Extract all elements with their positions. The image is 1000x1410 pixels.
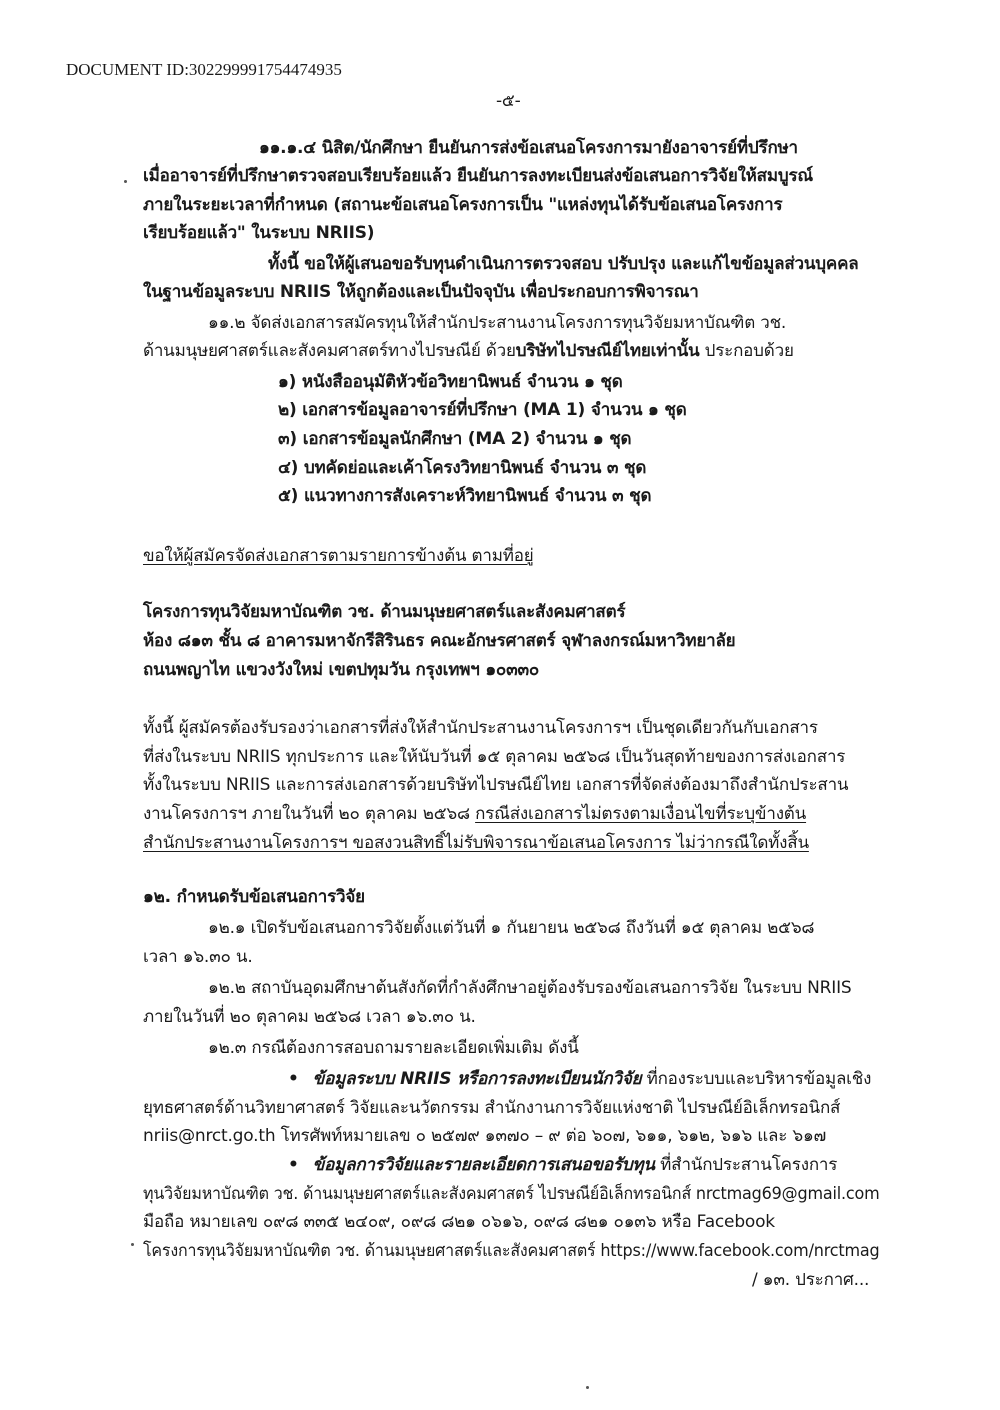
section-12-heading: ๑๒. กำหนดรับข้อเสนอการวิจัย xyxy=(143,887,365,907)
s12-2-line-2: ภายในวันที่ ๒๐ ตุลาคม ๒๕๖๘ เวลา ๑๖.๓๐ น. xyxy=(143,1007,476,1027)
s12-1-line-2: เวลา ๑๖.๓๐ น. xyxy=(143,947,253,967)
bullet-nriis-line-3: nriis@nrct.go.th โทรศัพท์หมายเลข ๐ ๒๕๗๙ ๑๓๗๐ – ๙ ต่อ ๖๐๗, ๖๑๑, ๖๑๒, ๖๑๖ และ ๖๑๗ xyxy=(143,1126,827,1146)
s12-1-line-1: ๑๒.๑ เปิดรับข้อเสนอการวิจัยตั้งแต่วันที่ ๑ กันยายน ๒๕๖๘ ถึงวันที่ ๑๕ ตุลาคม ๒๕๖๘ xyxy=(208,918,815,938)
bullet-research-line-2: ทุนวิจัยมหาบัณฑิต วช. ด้านมนุษยศาสตร์และสังคมศาสตร์ ไปรษณีย์อิเล็กทรอนิกส์ nrctmag69@gmail.com xyxy=(143,1184,880,1204)
bullet-research-line-3: มือถือ หมายเลข ๐๙๘ ๓๓๕ ๒๔๐๙, ๐๙๘ ๘๒๑ ๐๖๑๖, ๐๙๘ ๘๒๑ ๐๑๓๖ หรือ Facebook xyxy=(143,1212,775,1232)
send-note: ขอให้ผู้สมัครจัดส่งเอกสารตามรายการข้างต้น ตามที่อยู่ xyxy=(143,546,534,566)
page-number: -๕- xyxy=(496,91,521,111)
bullet-research-lead: ข้อมูลการวิจัยและรายละเอียดการเสนอขอรับทุน xyxy=(312,1155,655,1175)
address-line-2: ห้อง ๘๑๓ ชั้น ๘ อาคารมหาจักรีสิรินธร คณะอักษรศาสตร์ จุฬาลงกรณ์มหาวิทยาลัย xyxy=(143,631,736,651)
s12-2-line-1: ๑๒.๒ สถาบันอุดมศึกษาต้นสังกัดที่กำลังศึกษาอยู่ต้องรับรองข้อเสนอการวิจัย ในระบบ NRIIS xyxy=(208,978,852,998)
certify-line-2: ที่ส่งในระบบ NRIIS ทุกประการ และให้นับวันที่ ๑๕ ตุลาคม ๒๕๖๘ เป็นวันสุดท้ายของการส่งเอกสาร xyxy=(143,747,846,767)
s11-2-line-2 xyxy=(143,340,794,362)
bullet-research-line-4: โครงการทุนวิจัยมหาบัณฑิต วช. ด้านมนุษยศาสตร์และสังคมศาสตร์ https://www.facebook.com/nrctmag xyxy=(143,1241,880,1261)
s11-2-line-1: ๑๑.๒ จัดส่งเอกสารสมัครทุนให้สำนักประสานงานโครงการทุนวิจัยมหาบัณฑิต วช. xyxy=(208,313,787,333)
s12-3-line-1: ๑๒.๓ กรณีต้องการสอบถามรายละเอียดเพิ่มเติม ดังนี้ xyxy=(208,1038,579,1058)
certify-condition: กรณีส่งเอกสารไม่ตรงตามเงื่อนไขที่ระบุข้างต้น xyxy=(475,804,807,824)
note-line-1: ทั้งนี้ ขอให้ผู้เสนอขอรับทุนดำเนินการตรวจสอบ ปรับปรุง และแก้ไขข้อมูลส่วนบุคคล xyxy=(268,254,859,274)
certify-line-1: ทั้งนี้ ผู้สมัครต้องรับรองว่าเอกสารที่ส่งให้สำนักประสานงานโครงการฯ เป็นชุดเดียวกันกับเอกสาร xyxy=(143,718,818,738)
doc-list-item: ๕) แนวทางการสังเคราะห์วิทยานิพนธ์ จำนวน ๓ ชุด xyxy=(278,486,652,506)
bullet-nriis-line-2: ยุทธศาสตร์ด้านวิทยาศาสตร์ วิจัยและนวัตกรรม สำนักงานการวิจัยแห่งชาติ ไปรษณีย์อิเล็กทรอนิกส์ xyxy=(143,1098,841,1118)
s11-2-line-2c: ประกอบด้วย xyxy=(699,341,794,361)
s11-1-4-line-4: เรียบร้อยแล้ว" ในระบบ NRIIS) xyxy=(143,223,375,243)
bullet-icon: • xyxy=(288,1155,299,1175)
scan-speck xyxy=(124,180,127,183)
bullet-icon: • xyxy=(288,1069,299,1089)
bullet-nriis-line-1: ที่กองระบบและบริหารข้อมูลเชิง xyxy=(641,1069,872,1089)
doc-list-item: ๔) บทคัดย่อและเค้าโครงวิทยานิพนธ์ จำนวน ๓ ชุด xyxy=(278,458,647,478)
certify-line-3: ทั้งในระบบ NRIIS และการส่งเอกสารด้วยบริษัทไปรษณีย์ไทย เอกสารที่จัดส่งต้องมาถึงสำนักประสาน xyxy=(143,775,849,795)
bullet-research xyxy=(288,1154,837,1176)
s11-1-4-line-1: ๑๑.๑.๔ นิสิต/นักศึกษา ยืนยันการส่งข้อเสนอโครงการมายังอาจารย์ที่ปรึกษา xyxy=(259,138,798,158)
certify-line-5: สำนักประสานงานโครงการฯ ขอสงวนสิทธิ์ไม่รับพิจารณาข้อเสนอโครงการ ไม่ว่ากรณีใดทั้งสิ้น xyxy=(143,833,809,853)
s11-2-line-2a: ด้านมนุษยศาสตร์และสังคมศาสตร์ทางไปรษณีย์ ด้วย xyxy=(143,341,516,361)
address-line-3: ถนนพญาไท แขวงวังใหม่ เขตปทุมวัน กรุงเทพฯ ๑๐๓๓๐ xyxy=(143,660,540,680)
certify-line-4 xyxy=(143,803,806,825)
thailand-post-only: บริษัทไปรษณีย์ไทยเท่านั้น xyxy=(515,341,700,361)
continuation-marker: / ๑๓. ประกาศ... xyxy=(752,1270,870,1290)
document-id: DOCUMENT ID:302299991754474935 xyxy=(66,60,342,79)
s11-1-4-line-2: เมื่ออาจารย์ที่ปรึกษาตรวจสอบเรียบร้อยแล้ว ยืนยันการลงทะเบียนส่งข้อเสนอการวิจัยให้สมบูรณ์ xyxy=(143,166,813,186)
certify-line-4a: งานโครงการฯ ภายในวันที่ ๒๐ ตุลาคม ๒๕๖๘ xyxy=(143,804,476,824)
doc-list-item: ๒) เอกสารข้อมูลอาจารย์ที่ปรึกษา (MA 1) จำนวน ๑ ชุด xyxy=(278,400,687,420)
doc-list-item: ๑) หนังสืออนุมัติหัวข้อวิทยานิพนธ์ จำนวน ๑ ชุด xyxy=(278,372,623,392)
bullet-nriis xyxy=(288,1068,871,1090)
scan-speck xyxy=(586,1386,589,1389)
address-line-1: โครงการทุนวิจัยมหาบัณฑิต วช. ด้านมนุษยศาสตร์และสังคมศาสตร์ xyxy=(143,602,626,622)
s11-1-4-line-3: ภายในระยะเวลาที่กำหนด (สถานะข้อเสนอโครงการเป็น "แหล่งทุนได้รับข้อเสนอโครงการ xyxy=(143,195,783,215)
bullet-nriis-lead: ข้อมูลระบบ NRIIS หรือการลงทะเบียนนักวิจัย xyxy=(312,1069,642,1089)
note-line-2: ในฐานข้อมูลระบบ NRIIS ให้ถูกต้องและเป็นปัจจุบัน เพื่อประกอบการพิจารณา xyxy=(143,282,699,302)
scan-speck xyxy=(131,1243,134,1246)
doc-list-item: ๓) เอกสารข้อมูลนักศึกษา (MA 2) จำนวน ๑ ชุด xyxy=(278,429,632,449)
bullet-research-line-1: ที่สำนักประสานโครงการ xyxy=(654,1155,838,1175)
